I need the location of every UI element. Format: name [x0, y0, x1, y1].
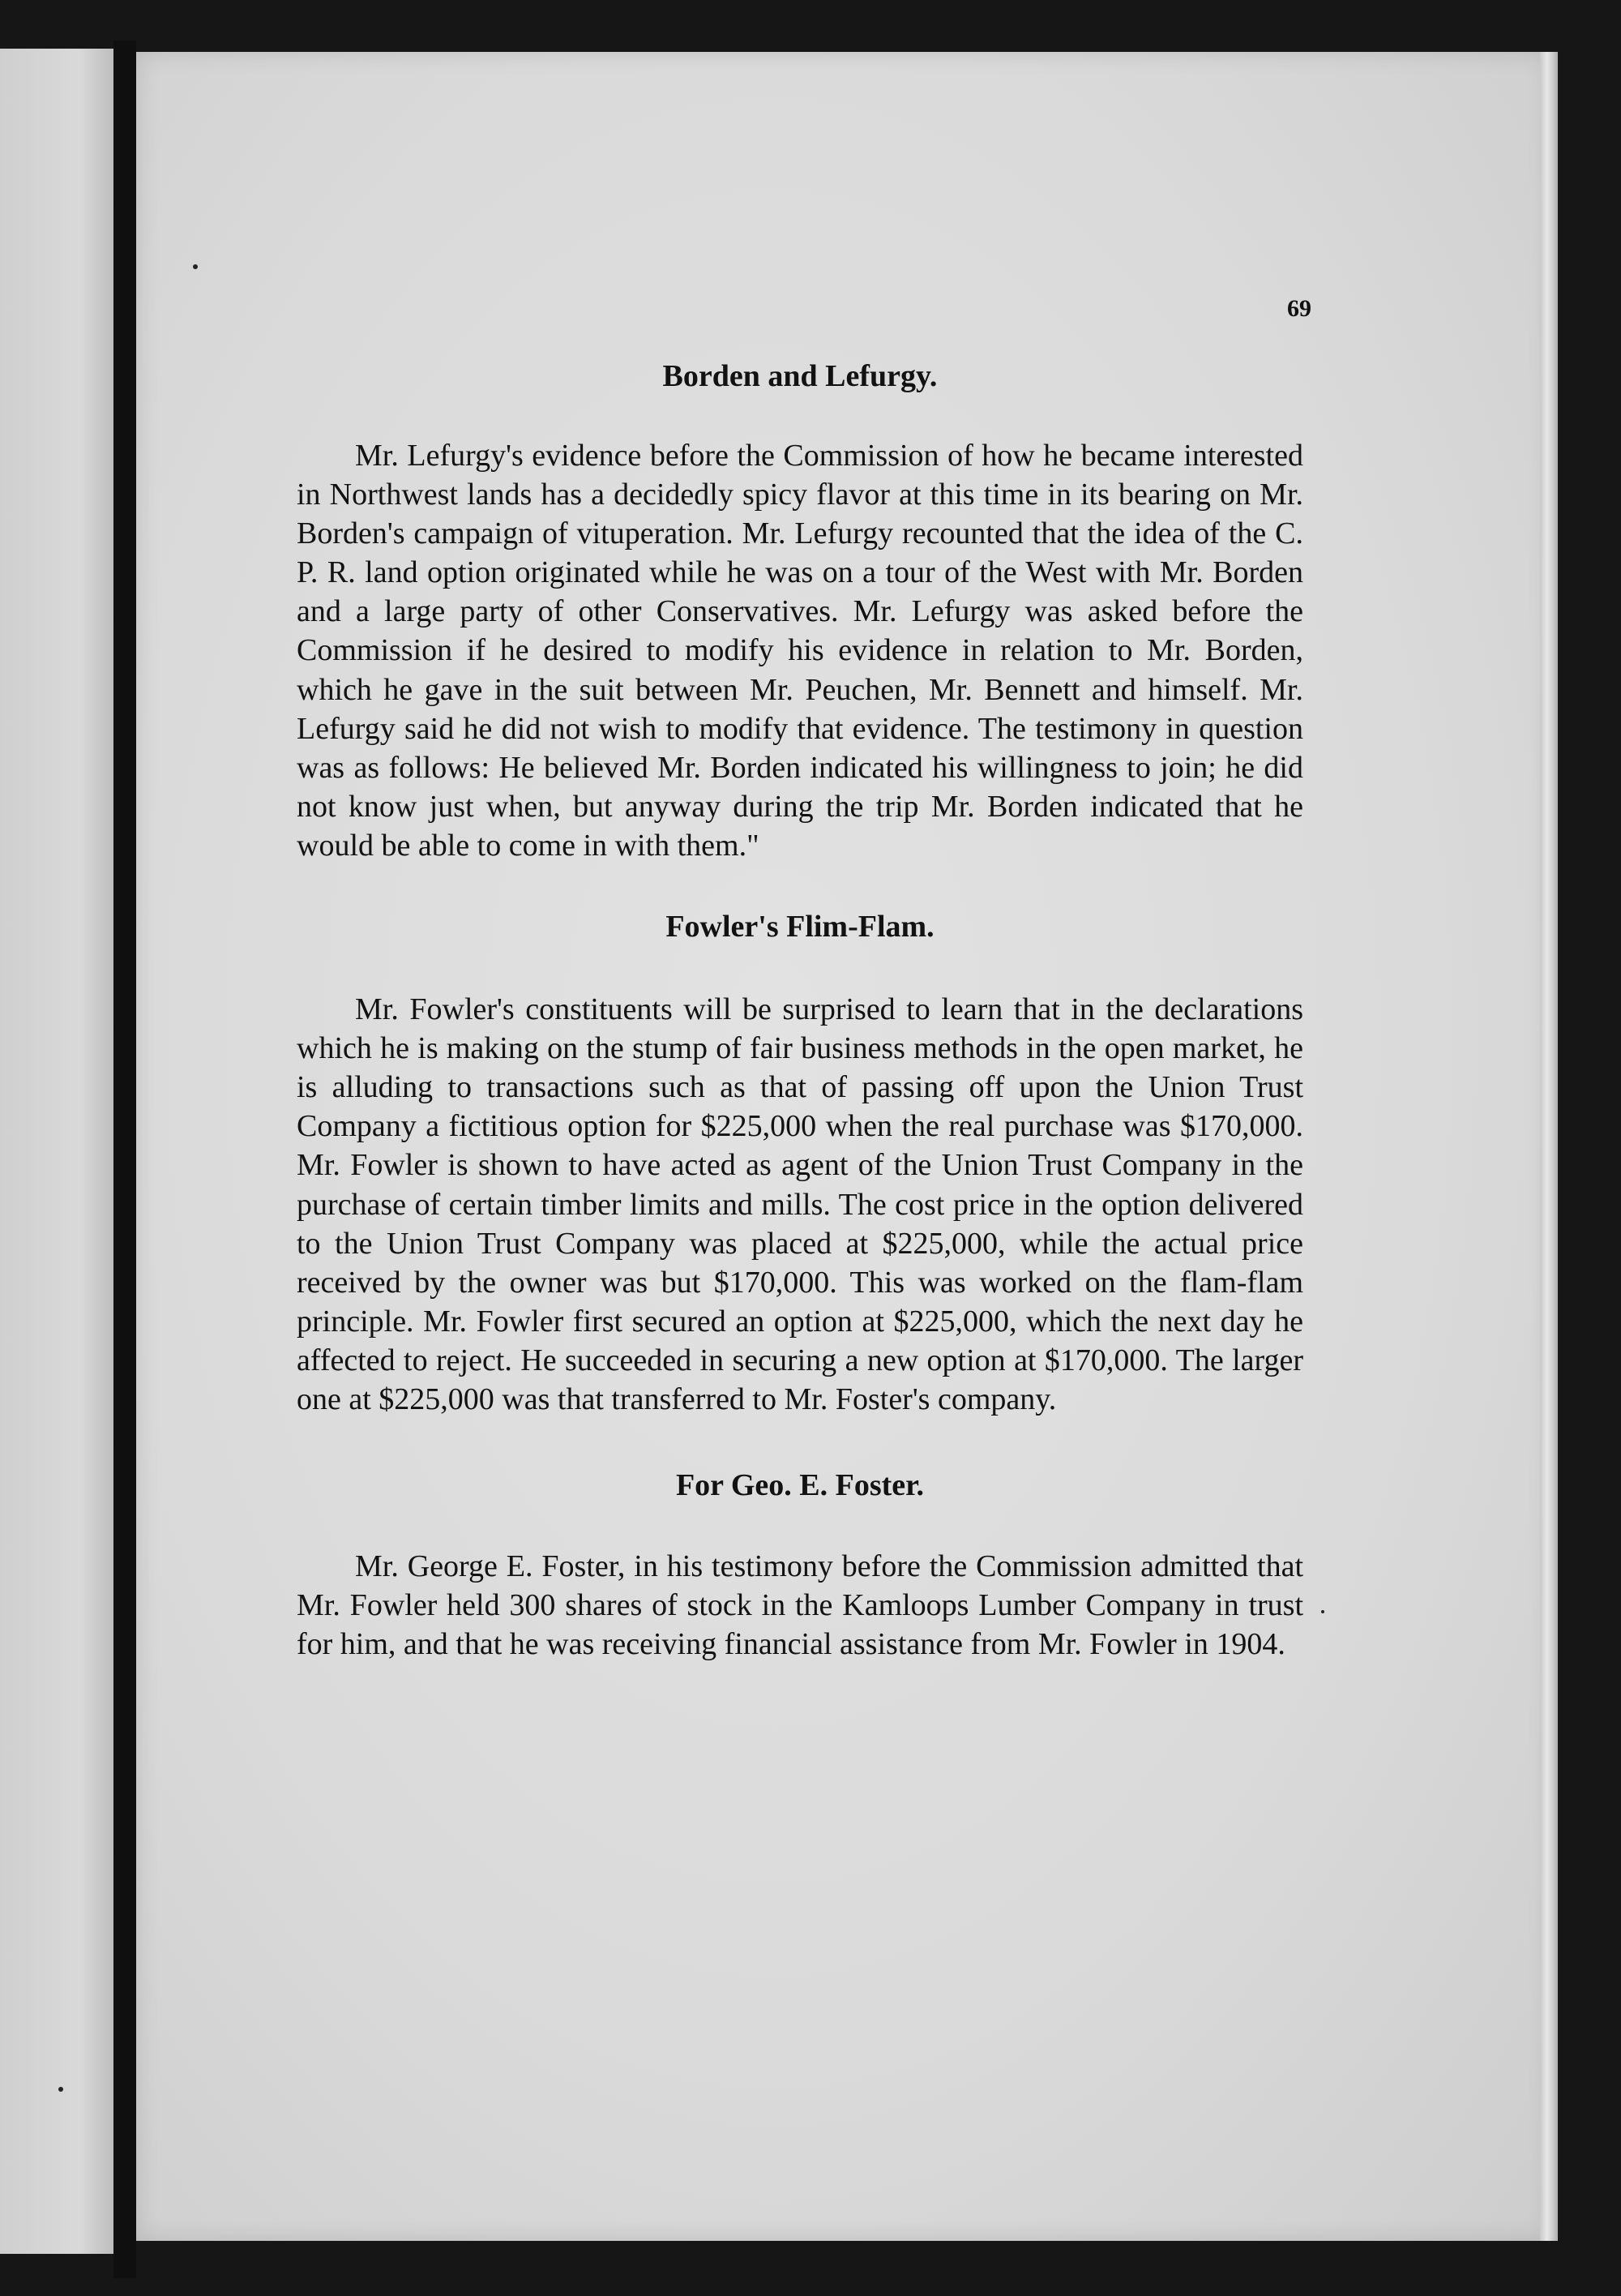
section-paragraph-borden-lefurgy: Mr. Lefurgy's evidence before the Commission of how he became interested in Northwest lands has a decidedly spicy flavor at this time in its bearing on Mr. Borden's campaign of vituperation. Mr. Lefurgy recounted that the idea of the C. P. R. land option originated while he was on a tour of the West with Mr. Borden and a large party of other Conservatives. Mr. Lefurgy was asked before the Commission if he desired to modify his evidence in relation to Mr. Borden, which he gave in the suit between Mr. Peuchen, Mr. Bennett and himself. Mr. Lefurgy said he did not wish to modify that evidence. The testimony in question was as follows: He believed Mr. Borden indicated his willingness to join; he did not know just when, but anyway during the trip Mr. Borden indicated that he would be able to come in with them.": [297, 439, 1303, 863]
section-paragraph-fowlers-flim-flam: Mr. Fowler's constituents will be surprised to learn that in the declarations which he is making on the stump of fair business methods in the open market, he is alluding to transactions such as that of passing off upon the Union Trust Company a fictitious option for $225,000 when the real purchase was $170,000. Mr. Fowler is shown to have acted as agent of the Union Trust Company in the purchase of certain timber limits and mills. The cost price in the option delivered to the Union Trust Company was placed at $225,000, while the actual price received by the owner was but $170,000. This was worked on the flam-flam principle. Mr. Fowler first secured an option at $225,000, which the next day he affected to reject. He succeeded in securing a new option at $170,000. The larger one at $225,000 was that transferred to Mr. Foster's company.: [297, 992, 1303, 1416]
scan-speck: [1321, 1610, 1324, 1613]
section-paragraph-for-geo-foster: Mr. George E. Foster, in his testimony before the Commission admitted that Mr. Fowler held 300 shares of stock in the Kamloops Lumber Company in trust for him, and that he was receiving financial assistance from Mr. Fowler in 1904.: [297, 1549, 1303, 1662]
scan-speck: [193, 264, 198, 269]
section-heading-borden-lefurgy: Borden and Lefurgy.: [662, 359, 938, 393]
article-body: [297, 357, 1303, 1664]
page-edge-right: [1540, 52, 1558, 2241]
facing-page-edge: [0, 49, 113, 2254]
book-gutter: [113, 41, 136, 2278]
page-number: 69: [1287, 295, 1311, 322]
section-heading-for-geo-foster: For Geo. E. Foster.: [675, 1468, 925, 1503]
section-heading-fowlers-flim-flam: Fowler's Flim-Flam.: [665, 910, 935, 945]
scan-speck: [58, 2087, 63, 2092]
